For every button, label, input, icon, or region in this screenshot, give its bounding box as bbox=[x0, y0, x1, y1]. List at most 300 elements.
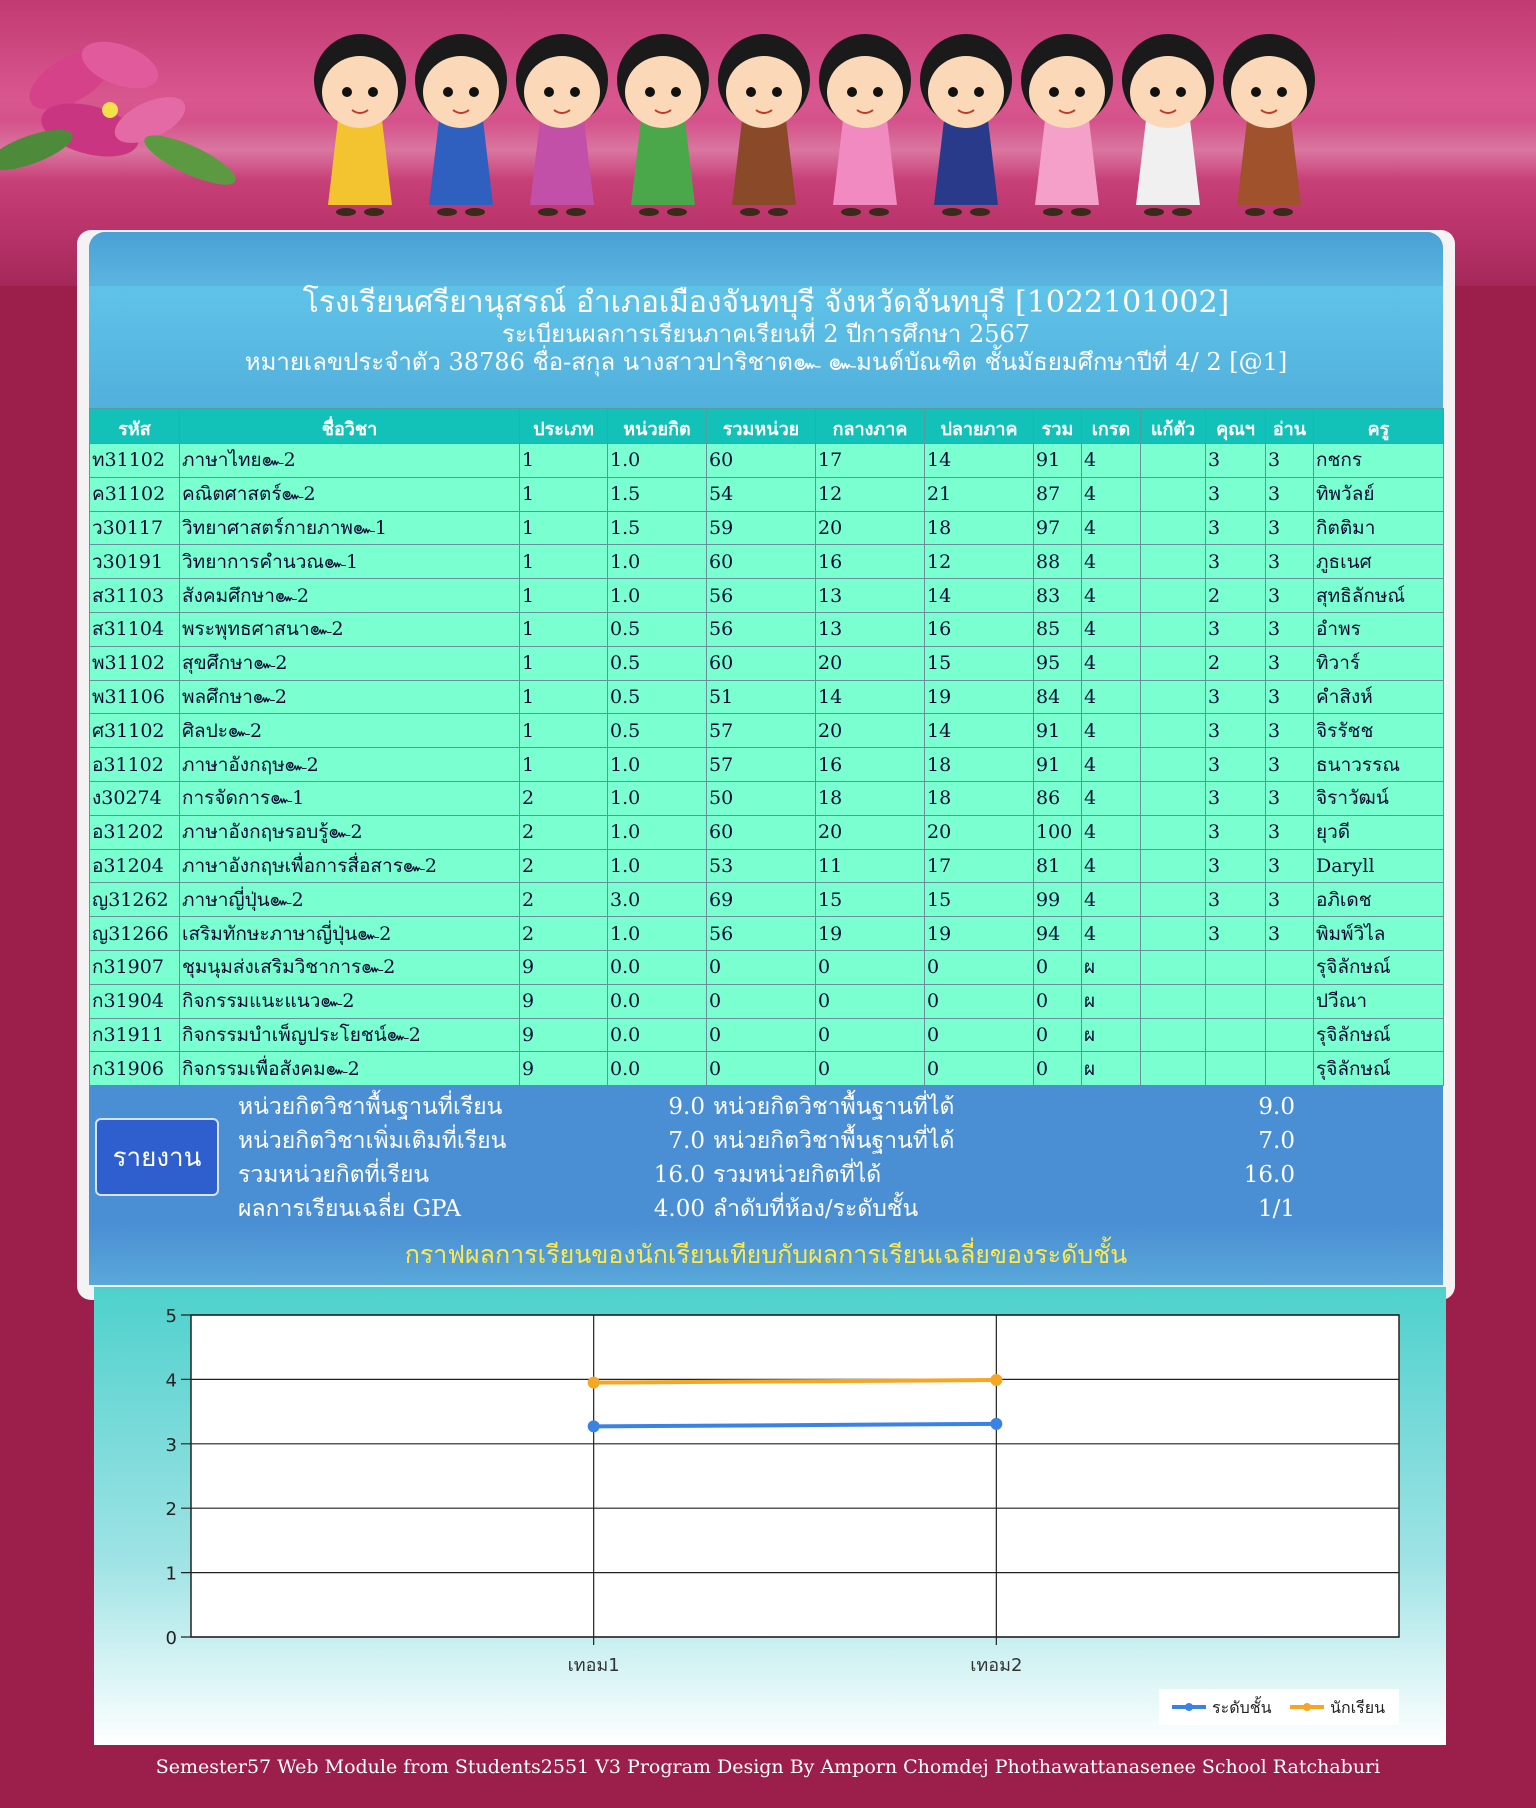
table-row bbox=[90, 477, 1444, 511]
table-cell: 18 bbox=[925, 781, 1034, 815]
table-cell: 15 bbox=[816, 883, 925, 917]
column-header: รวม bbox=[1034, 409, 1082, 444]
table-cell: 2 bbox=[520, 781, 608, 815]
table-cell: 57 bbox=[707, 714, 816, 748]
table-cell: ญ31266 bbox=[90, 917, 180, 951]
table-cell: 57 bbox=[707, 748, 816, 782]
table-cell: ชุมนุมส่งเสริมวิชาการ๛2 bbox=[180, 950, 520, 984]
table-cell: อ31102 bbox=[90, 748, 180, 782]
column-header: ปลายภาค bbox=[925, 409, 1034, 444]
table-cell: 69 bbox=[707, 883, 816, 917]
table-cell: จิราวัฒน์ bbox=[1314, 781, 1444, 815]
table-cell: วิทยาการคำนวณ๛1 bbox=[180, 545, 520, 579]
table-cell: 1.0 bbox=[608, 748, 707, 782]
table-cell: 91 bbox=[1034, 714, 1082, 748]
table-cell: 17 bbox=[816, 444, 925, 478]
table-cell: การจัดการ๛1 bbox=[180, 781, 520, 815]
table-cell: 85 bbox=[1034, 612, 1082, 646]
table-cell: ภาษาญี่ปุ่น๛2 bbox=[180, 883, 520, 917]
table-cell: 2 bbox=[520, 917, 608, 951]
table-cell: 4 bbox=[1082, 714, 1141, 748]
table-cell: 3 bbox=[1206, 815, 1266, 849]
table-cell: ค31102 bbox=[90, 477, 180, 511]
table-cell bbox=[1141, 950, 1206, 984]
data-point bbox=[990, 1418, 1002, 1430]
table-cell: 9 bbox=[520, 984, 608, 1018]
table-cell: 97 bbox=[1034, 511, 1082, 545]
table-cell bbox=[1141, 748, 1206, 782]
table-cell: 15 bbox=[925, 646, 1034, 680]
gpa-chart bbox=[94, 1287, 1446, 1745]
y-tick-label: 0 bbox=[165, 1628, 177, 1649]
table-cell: 3 bbox=[1206, 883, 1266, 917]
column-header: อ่าน bbox=[1266, 409, 1314, 444]
doll-figure-laos-icon bbox=[1223, 34, 1315, 216]
table-cell: 20 bbox=[816, 646, 925, 680]
table-cell: กชกร bbox=[1314, 444, 1444, 478]
table-cell: 3 bbox=[1266, 579, 1314, 613]
table-cell: 3 bbox=[1266, 511, 1314, 545]
table-cell: ผ bbox=[1082, 1018, 1141, 1052]
x-tick-label: เทอม1 bbox=[567, 1655, 620, 1676]
table-cell: 3 bbox=[1206, 477, 1266, 511]
table-cell: 3 bbox=[1206, 680, 1266, 714]
table-cell: 3 bbox=[1206, 917, 1266, 951]
summary-label: หน่วยกิตวิชาพื้นฐานที่เรียน bbox=[238, 1094, 503, 1120]
column-header: ชื่อวิชา bbox=[180, 409, 520, 444]
doll-figure-thai2-icon bbox=[617, 34, 709, 216]
table-cell: 20 bbox=[816, 511, 925, 545]
table-cell bbox=[1141, 714, 1206, 748]
table-cell: 95 bbox=[1034, 646, 1082, 680]
table-cell: อำพร bbox=[1314, 612, 1444, 646]
summary-value: 9.0 bbox=[668, 1094, 705, 1120]
table-cell: 0 bbox=[1034, 984, 1082, 1018]
table-cell: 14 bbox=[925, 714, 1034, 748]
table-cell: 16 bbox=[925, 612, 1034, 646]
table-cell bbox=[1141, 579, 1206, 613]
table-cell: กิจกรรมบำเพ็ญประโยชน์๛2 bbox=[180, 1018, 520, 1052]
table-cell: 56 bbox=[707, 917, 816, 951]
table-cell: 1 bbox=[520, 477, 608, 511]
table-cell: พิมพ์วิไล bbox=[1314, 917, 1444, 951]
column-header: ประเภท bbox=[520, 409, 608, 444]
table-cell: 1 bbox=[520, 545, 608, 579]
footer-credit: Semester57 Web Module from Students2551 V3 Program Design By Amporn Chomdej Phothawattanasenee School Ratchaburi bbox=[155, 1756, 1381, 1778]
table-cell: 9 bbox=[520, 950, 608, 984]
summary-label-2: รวมหน่วยกิตที่ได้ bbox=[713, 1162, 882, 1188]
table-cell: 16 bbox=[816, 748, 925, 782]
series-line-0 bbox=[594, 1424, 997, 1427]
table-row bbox=[90, 883, 1444, 917]
table-cell: วิทยาศาสตร์กายภาพ๛1 bbox=[180, 511, 520, 545]
table-cell: 14 bbox=[925, 444, 1034, 478]
table-row bbox=[90, 1018, 1444, 1052]
table-cell: 3 bbox=[1266, 849, 1314, 883]
table-cell: 84 bbox=[1034, 680, 1082, 714]
series-line-1 bbox=[594, 1380, 997, 1383]
table-cell: กิตติมา bbox=[1314, 511, 1444, 545]
table-cell bbox=[1206, 950, 1266, 984]
table-row bbox=[90, 579, 1444, 613]
table-row bbox=[90, 714, 1444, 748]
summary-value-2: 7.0 bbox=[1258, 1128, 1295, 1154]
table-header-row bbox=[90, 409, 1444, 444]
table-cell: 0 bbox=[1034, 1052, 1082, 1086]
table-cell bbox=[1141, 477, 1206, 511]
table-cell: ก31911 bbox=[90, 1018, 180, 1052]
table-cell: ส31104 bbox=[90, 612, 180, 646]
table-cell: ผ bbox=[1082, 1052, 1141, 1086]
chart-title: กราฟผลการเรียนของนักเรียนเทียบกับผลการเรียนเฉลี่ยของระดับชั้น bbox=[89, 1225, 1443, 1285]
table-cell: 0 bbox=[707, 1018, 816, 1052]
table-cell: 18 bbox=[816, 781, 925, 815]
table-cell: 1.0 bbox=[608, 579, 707, 613]
table-cell: 51 bbox=[707, 680, 816, 714]
table-cell: ภาษาอังกฤษ๛2 bbox=[180, 748, 520, 782]
table-cell: 2 bbox=[520, 849, 608, 883]
panel-top-bar bbox=[89, 232, 1443, 286]
table-cell: 0 bbox=[925, 1018, 1034, 1052]
x-tick-label: เทอม2 bbox=[970, 1655, 1023, 1676]
table-cell: 3 bbox=[1266, 714, 1314, 748]
table-cell: ง30274 bbox=[90, 781, 180, 815]
table-cell: 3 bbox=[1266, 781, 1314, 815]
table-cell: 19 bbox=[925, 680, 1034, 714]
table-cell: 3 bbox=[1266, 883, 1314, 917]
table-cell: 2 bbox=[520, 815, 608, 849]
table-cell: 1 bbox=[520, 511, 608, 545]
table-cell: 20 bbox=[925, 815, 1034, 849]
table-cell: 9 bbox=[520, 1052, 608, 1086]
table-cell: 3 bbox=[1206, 511, 1266, 545]
table-cell: 1 bbox=[520, 646, 608, 680]
table-cell: 3 bbox=[1206, 849, 1266, 883]
legend-label: ระดับชั้น bbox=[1212, 1698, 1272, 1717]
table-cell: 3 bbox=[1266, 612, 1314, 646]
table-row bbox=[90, 511, 1444, 545]
table-row bbox=[90, 444, 1444, 478]
table-cell bbox=[1141, 646, 1206, 680]
table-row bbox=[90, 748, 1444, 782]
column-header: เกรด bbox=[1082, 409, 1141, 444]
table-cell: 91 bbox=[1034, 748, 1082, 782]
table-cell: ญ31262 bbox=[90, 883, 180, 917]
table-cell: รุจิลักษณ์ bbox=[1314, 1052, 1444, 1086]
table-cell: 3 bbox=[1206, 545, 1266, 579]
table-cell: 83 bbox=[1034, 579, 1082, 613]
table-cell: 0.0 bbox=[608, 950, 707, 984]
summary-value-2: 16.0 bbox=[1243, 1162, 1295, 1188]
table-cell: 0 bbox=[707, 984, 816, 1018]
table-cell bbox=[1141, 511, 1206, 545]
table-cell: 0 bbox=[925, 1052, 1034, 1086]
table-cell: Daryll bbox=[1314, 849, 1444, 883]
table-cell: 9 bbox=[520, 1018, 608, 1052]
table-row bbox=[90, 646, 1444, 680]
table-cell: สังคมศึกษา๛2 bbox=[180, 579, 520, 613]
data-point bbox=[588, 1377, 600, 1389]
table-cell: ภูธเนศ bbox=[1314, 545, 1444, 579]
column-header: ครู bbox=[1314, 409, 1444, 444]
summary-label: หน่วยกิตวิชาเพิ่มเติมที่เรียน bbox=[238, 1128, 507, 1154]
table-cell bbox=[1206, 1018, 1266, 1052]
table-row bbox=[90, 612, 1444, 646]
table-cell: ก31904 bbox=[90, 984, 180, 1018]
table-cell: 0 bbox=[816, 984, 925, 1018]
table-cell: 20 bbox=[816, 714, 925, 748]
table-row bbox=[90, 984, 1444, 1018]
doll-figure-brunei-icon bbox=[819, 34, 911, 216]
table-cell: 14 bbox=[925, 579, 1034, 613]
table-cell bbox=[1141, 917, 1206, 951]
table-cell: 3 bbox=[1266, 545, 1314, 579]
table-cell: 18 bbox=[925, 511, 1034, 545]
table-cell: 14 bbox=[816, 680, 925, 714]
table-cell: 0.0 bbox=[608, 1052, 707, 1086]
table-cell: 13 bbox=[816, 579, 925, 613]
table-cell: ภาษาอังกฤษเพื่อการสื่อสาร๛2 bbox=[180, 849, 520, 883]
table-cell: ส31103 bbox=[90, 579, 180, 613]
table-cell: ศ31102 bbox=[90, 714, 180, 748]
table-cell: 4 bbox=[1082, 477, 1141, 511]
column-header: รหัส bbox=[90, 409, 180, 444]
summary-label: รวมหน่วยกิตที่เรียน bbox=[238, 1162, 430, 1188]
table-row bbox=[90, 815, 1444, 849]
table-cell: 19 bbox=[816, 917, 925, 951]
summary-value: 7.0 bbox=[668, 1128, 705, 1154]
table-cell: 1 bbox=[520, 748, 608, 782]
table-cell: 15 bbox=[925, 883, 1034, 917]
table-cell: ผ bbox=[1082, 950, 1141, 984]
table-cell: 1 bbox=[520, 680, 608, 714]
table-cell: 0 bbox=[816, 1018, 925, 1052]
table-cell: ศิลปะ๛2 bbox=[180, 714, 520, 748]
table-cell: ผ bbox=[1082, 984, 1141, 1018]
report-button[interactable]: รายงาน bbox=[95, 1118, 219, 1196]
table-cell: 0.5 bbox=[608, 714, 707, 748]
table-cell: 13 bbox=[816, 612, 925, 646]
table-cell bbox=[1141, 612, 1206, 646]
table-cell: อ31204 bbox=[90, 849, 180, 883]
school-name: โรงเรียนศรียานุสรณ์ อำเภอเมืองจันทบุรี จังหวัดจันทบุรี [1022101002] bbox=[302, 285, 1230, 320]
table-cell: อภิเดช bbox=[1314, 883, 1444, 917]
y-tick-label: 3 bbox=[165, 1434, 177, 1456]
table-row bbox=[90, 917, 1444, 951]
table-cell bbox=[1141, 545, 1206, 579]
table-cell: สุขศึกษา๛2 bbox=[180, 646, 520, 680]
table-cell: 4 bbox=[1082, 781, 1141, 815]
table-cell: ท31102 bbox=[90, 444, 180, 478]
table-cell: 3 bbox=[1206, 444, 1266, 478]
table-cell: 1.0 bbox=[608, 781, 707, 815]
table-cell: กิจกรรมเพื่อสังคม๛2 bbox=[180, 1052, 520, 1086]
table-cell: 21 bbox=[925, 477, 1034, 511]
table-cell: 86 bbox=[1034, 781, 1082, 815]
table-cell: ก31907 bbox=[90, 950, 180, 984]
table-cell: 1.5 bbox=[608, 477, 707, 511]
table-cell: 60 bbox=[707, 444, 816, 478]
table-cell: 0 bbox=[707, 1052, 816, 1086]
table-cell: 20 bbox=[816, 815, 925, 849]
table-cell: 4 bbox=[1082, 883, 1141, 917]
table-cell: รุจิลักษณ์ bbox=[1314, 1018, 1444, 1052]
table-cell: 0.5 bbox=[608, 646, 707, 680]
table-cell: 1.0 bbox=[608, 917, 707, 951]
table-cell: 100 bbox=[1034, 815, 1082, 849]
table-cell: ก31906 bbox=[90, 1052, 180, 1086]
table-cell bbox=[1141, 1052, 1206, 1086]
table-cell: 3 bbox=[1206, 612, 1266, 646]
table-cell bbox=[1141, 883, 1206, 917]
table-cell bbox=[1141, 815, 1206, 849]
table-row bbox=[90, 1052, 1444, 1086]
summary-label-2: ลำดับที่ห้อง/ระดับชั้น bbox=[713, 1196, 919, 1222]
column-header: รวมหน่วย bbox=[707, 409, 816, 444]
table-cell: คำสิงห์ bbox=[1314, 680, 1444, 714]
table-cell: 0 bbox=[1034, 950, 1082, 984]
table-cell: 91 bbox=[1034, 444, 1082, 478]
table-cell: 60 bbox=[707, 646, 816, 680]
table-cell: 53 bbox=[707, 849, 816, 883]
plot-area bbox=[191, 1315, 1399, 1637]
y-tick-label: 2 bbox=[165, 1499, 177, 1521]
table-cell: 3 bbox=[1266, 748, 1314, 782]
summary-value: 16.0 bbox=[653, 1162, 705, 1188]
chart-svg bbox=[94, 1287, 1446, 1745]
table-cell bbox=[1141, 781, 1206, 815]
report-header bbox=[89, 286, 1443, 408]
table-cell: 50 bbox=[707, 781, 816, 815]
summary-label-2: หน่วยกิตวิชาพื้นฐานที่ได้ bbox=[713, 1094, 955, 1120]
table-cell: คณิตศาสตร์๛2 bbox=[180, 477, 520, 511]
report-title: ระเบียนผลการเรียนภาคเรียนที่ 2 ปีการศึกษา 2567 bbox=[501, 320, 1031, 348]
table-cell: 4 bbox=[1082, 815, 1141, 849]
column-header: คุณฯ bbox=[1206, 409, 1266, 444]
table-cell: 19 bbox=[925, 917, 1034, 951]
table-cell: 0.0 bbox=[608, 984, 707, 1018]
table-cell bbox=[1266, 1018, 1314, 1052]
doll-figure-malaysia-icon bbox=[718, 34, 810, 216]
table-cell: 4 bbox=[1082, 511, 1141, 545]
table-cell: พ31102 bbox=[90, 646, 180, 680]
table-cell: พระพุทธศาสนา๛2 bbox=[180, 612, 520, 646]
table-cell: 1.0 bbox=[608, 815, 707, 849]
table-cell: พ31106 bbox=[90, 680, 180, 714]
student-info: หมายเลขประจำตัว 38786 ชื่อ-สกุล นางสาวปาริชาต๛ ๛มนต์บัณฑิต ชั้นมัธยมศึกษาปีที่ 4/ 2 [@1] bbox=[244, 348, 1288, 376]
table-cell: ว30117 bbox=[90, 511, 180, 545]
table-cell: ภาษาอังกฤษรอบรู้๛2 bbox=[180, 815, 520, 849]
table-cell: 4 bbox=[1082, 646, 1141, 680]
table-cell: 4 bbox=[1082, 579, 1141, 613]
table-cell: 12 bbox=[925, 545, 1034, 579]
table-cell: ทิวาร์ bbox=[1314, 646, 1444, 680]
table-cell: 1 bbox=[520, 444, 608, 478]
table-row bbox=[90, 545, 1444, 579]
table-cell: 11 bbox=[816, 849, 925, 883]
table-cell: 4 bbox=[1082, 545, 1141, 579]
table-cell: ภาษาไทย๛2 bbox=[180, 444, 520, 478]
table-cell: 94 bbox=[1034, 917, 1082, 951]
table-cell: 1 bbox=[520, 714, 608, 748]
table-cell bbox=[1141, 444, 1206, 478]
table-cell: พลศึกษา๛2 bbox=[180, 680, 520, 714]
table-cell bbox=[1206, 984, 1266, 1018]
table-cell: 4 bbox=[1082, 748, 1141, 782]
table-cell: 56 bbox=[707, 579, 816, 613]
table-cell: 2 bbox=[520, 883, 608, 917]
table-cell: 56 bbox=[707, 612, 816, 646]
column-header: หน่วยกิต bbox=[608, 409, 707, 444]
table-cell: กิจกรรมแนะแนว๛2 bbox=[180, 984, 520, 1018]
table-cell: 4 bbox=[1082, 917, 1141, 951]
table-cell bbox=[1266, 1052, 1314, 1086]
table-cell: 0.0 bbox=[608, 1018, 707, 1052]
table-cell: 1.0 bbox=[608, 849, 707, 883]
table-cell: ว30191 bbox=[90, 545, 180, 579]
table-cell bbox=[1266, 984, 1314, 1018]
table-cell: 1.0 bbox=[608, 545, 707, 579]
table-cell: 2 bbox=[1206, 646, 1266, 680]
column-header: กลางภาค bbox=[816, 409, 925, 444]
table-cell bbox=[1266, 950, 1314, 984]
table-cell: 3 bbox=[1266, 477, 1314, 511]
legend-label: นักเรียน bbox=[1330, 1698, 1385, 1717]
table-cell: 16 bbox=[816, 545, 925, 579]
orchid-flower-icon bbox=[0, 33, 241, 194]
table-cell: 1 bbox=[520, 612, 608, 646]
column-header: แก้ตัว bbox=[1141, 409, 1206, 444]
table-cell: รุจิลักษณ์ bbox=[1314, 950, 1444, 984]
doll-figure-indonesia-icon bbox=[920, 34, 1012, 216]
summary-value: 4.00 bbox=[653, 1196, 705, 1222]
table-cell: 3.0 bbox=[608, 883, 707, 917]
table-cell: 0 bbox=[925, 950, 1034, 984]
table-cell bbox=[1141, 849, 1206, 883]
table-cell: ยุวดี bbox=[1314, 815, 1444, 849]
doll-figure-vietnam-icon bbox=[1021, 34, 1113, 216]
y-tick-label: 5 bbox=[165, 1306, 177, 1327]
table-cell: 0.5 bbox=[608, 612, 707, 646]
table-cell: ปวีณา bbox=[1314, 984, 1444, 1018]
table-cell bbox=[1141, 1018, 1206, 1052]
table-cell: 3 bbox=[1206, 714, 1266, 748]
table-cell: สุทธิลักษณ์ bbox=[1314, 579, 1444, 613]
doll-figure-myanmar-icon bbox=[415, 34, 507, 216]
table-cell: ทิพวัลย์ bbox=[1314, 477, 1444, 511]
table-cell: 60 bbox=[707, 545, 816, 579]
table-cell: 4 bbox=[1082, 849, 1141, 883]
table-cell: 87 bbox=[1034, 477, 1082, 511]
table-cell: 0 bbox=[1034, 1018, 1082, 1052]
table-cell: 3 bbox=[1266, 444, 1314, 478]
table-cell: 59 bbox=[707, 511, 816, 545]
table-cell: 3 bbox=[1266, 680, 1314, 714]
table-cell: 0 bbox=[816, 950, 925, 984]
summary-label-2: หน่วยกิตวิชาพื้นฐานที่ได้ bbox=[713, 1128, 955, 1154]
table-cell: 12 bbox=[816, 477, 925, 511]
summary-value-2: 1/1 bbox=[1257, 1196, 1295, 1222]
table-row bbox=[90, 950, 1444, 984]
table-cell: อ31202 bbox=[90, 815, 180, 849]
table-cell: 3 bbox=[1266, 646, 1314, 680]
table-cell: 4 bbox=[1082, 612, 1141, 646]
table-cell: 0.5 bbox=[608, 680, 707, 714]
table-cell bbox=[1206, 1052, 1266, 1086]
table-cell: 2 bbox=[1206, 579, 1266, 613]
table-row bbox=[90, 680, 1444, 714]
doll-figure-singapore-icon bbox=[1122, 34, 1214, 216]
